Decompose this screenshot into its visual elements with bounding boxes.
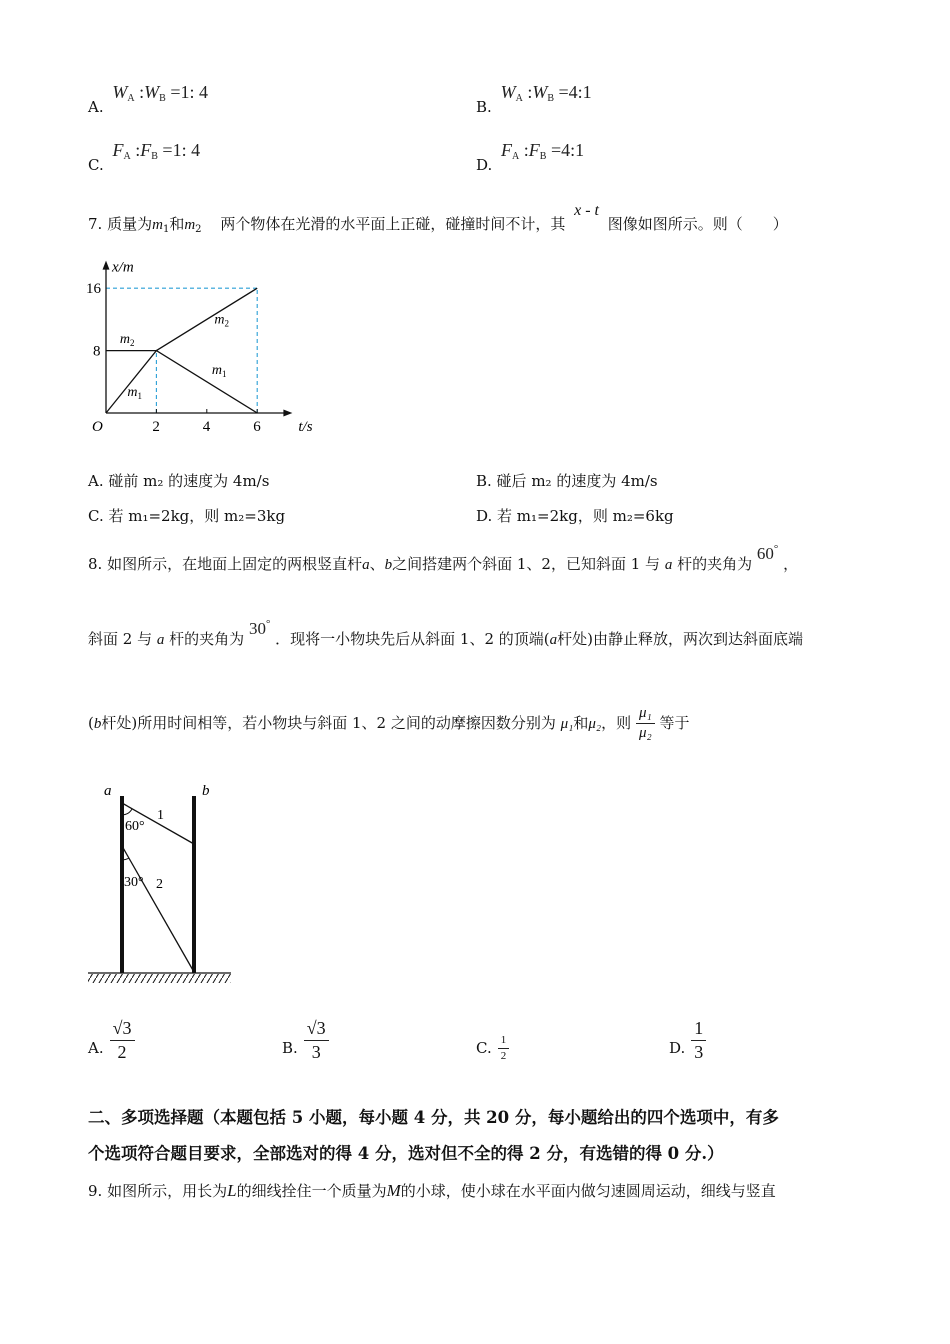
q7-option-b[interactable]: B. 碰后 m₂ 的速度为 4m/s: [476, 472, 658, 490]
incline-2: [122, 846, 194, 972]
q9-stem: 9. 如图所示，用长为L的细线拴住一个质量为M的小球，使小球在水平面内做匀速圆周运动，细线与竖直: [88, 1181, 776, 1200]
q6-option-c-expr: $F_A$ $:F_B =1$: 4: [112, 140, 201, 162]
q8-option-c[interactable]: C. $\frac{1}{2}$: [476, 1034, 509, 1062]
q7-option-a[interactable]: A. 碰前 m₂ 的速度为 4m/s: [88, 472, 270, 490]
series-label-sub-m1-1: 1: [221, 369, 227, 379]
label-30: 30°: [124, 875, 144, 890]
series-label-sub-m2-0: 2: [129, 337, 135, 348]
q6-option-d[interactable]: D. $F_A$ $:F_B$ =4:1: [476, 140, 585, 174]
q7-option-d[interactable]: D. 若 m₁=2kg，则 m₂=6kg: [476, 507, 674, 525]
mu-ratio-fraction: $\frac{\text{μ₁}}{\text{μ₂}}$: [636, 705, 655, 743]
y-axis-label: x/m: [112, 259, 134, 276]
series-line-m1: [106, 351, 257, 413]
series-label-sub-m1-0: 1: [137, 390, 143, 401]
q8-line-3: (b杆处)所用时间相等，若小物块与斜面 1、2 之间的动摩擦因数分别为 μ₁和μ₂，则 $\frac{\text{μ₁}}{\text{μ₂}}$ 等于: [88, 705, 690, 742]
label-60: 60°: [125, 819, 145, 834]
incline-diagram: [84, 778, 244, 988]
q8-line-1: 8. 如图所示，在地面上固定的两根竖直杆a、b之间搭建两个斜面 1、2，已知斜面 1 与 a 杆的夹角为 60° ，: [88, 543, 799, 573]
section-2-heading-line-1: 二、多项选择题（本题包括 5 小题，每小题 4 分，共 20 分，每小题给出的四个选项中，有多: [88, 1108, 779, 1127]
q8-line-2: 斜面 2 与 a 杆的夹角为 30° ．现将一小物块先后从斜面 1、2 的顶端(a杆处)由静止释放，两次到达斜面底端: [88, 618, 803, 648]
xt-chart: [80, 250, 313, 440]
q8-option-a[interactable]: A. $\frac{√3}{2}$: [88, 1018, 135, 1062]
x-tick-label-6: 6: [253, 419, 261, 435]
label-2: 2: [156, 877, 163, 892]
q8-option-d[interactable]: D. $\frac{1}{3}$: [669, 1018, 706, 1062]
label-1: 1: [157, 808, 164, 823]
y-axis-arrow: [103, 261, 110, 270]
q7-stem: 7. 质量为$m_1$和$m_2$ 两个物体在光滑的水平面上正碰，碰撞时间不计，其 x - t 图像如图所示。则（ ）: [88, 202, 788, 235]
y-tick-label-8: 8: [93, 343, 101, 360]
series-label-m2-0: $m_2$: [119, 331, 135, 348]
y-tick-label-16: 16: [86, 281, 101, 298]
q6-option-c[interactable]: C. $F_A$ $:F_B =1$: 4: [88, 140, 201, 174]
x-axis-label: t/s: [298, 419, 313, 435]
q7-option-c[interactable]: C. 若 m₁=2kg，则 m₂=3kg: [88, 507, 286, 525]
q6-option-b-expr: $W_A$ $:W_B$ =4:1: [500, 82, 592, 104]
x-tick-label-2: 2: [152, 419, 160, 435]
q6-option-a-expr: $W_A$ $:W_B =1$: 4: [112, 82, 208, 104]
series-label-m2-1: $m_2$: [214, 312, 229, 329]
ground-hatch: [88, 974, 231, 983]
series-label-sub-m2-1: 2: [224, 318, 229, 329]
q6-option-d-expr: $F_A$ $:F_B$ =4:1: [501, 140, 585, 162]
label-b: b: [202, 783, 210, 799]
q6-option-a[interactable]: A. $W_A$ $:W_B =1$: 4: [88, 82, 208, 116]
section-2-heading-line-2: 个选项符合题目要求，全部选对的得 4 分，选对但不全的得 2 分，有选错的得 0 分.）: [88, 1144, 724, 1163]
series-label-m1-0: $m_1$: [127, 384, 143, 401]
q6-option-b[interactable]: B. $W_A$ $:W_B$ =4:1: [476, 82, 592, 116]
x-tick-label-4: 4: [202, 419, 211, 435]
x-axis-arrow: [283, 410, 292, 417]
q8-option-b[interactable]: B. $\frac{√3}{3}$: [282, 1018, 329, 1062]
xt-label: x - t: [574, 202, 599, 219]
series-label-m1-1: $m_1$: [211, 363, 227, 379]
origin-label: O: [92, 419, 103, 435]
label-a: a: [104, 783, 112, 799]
